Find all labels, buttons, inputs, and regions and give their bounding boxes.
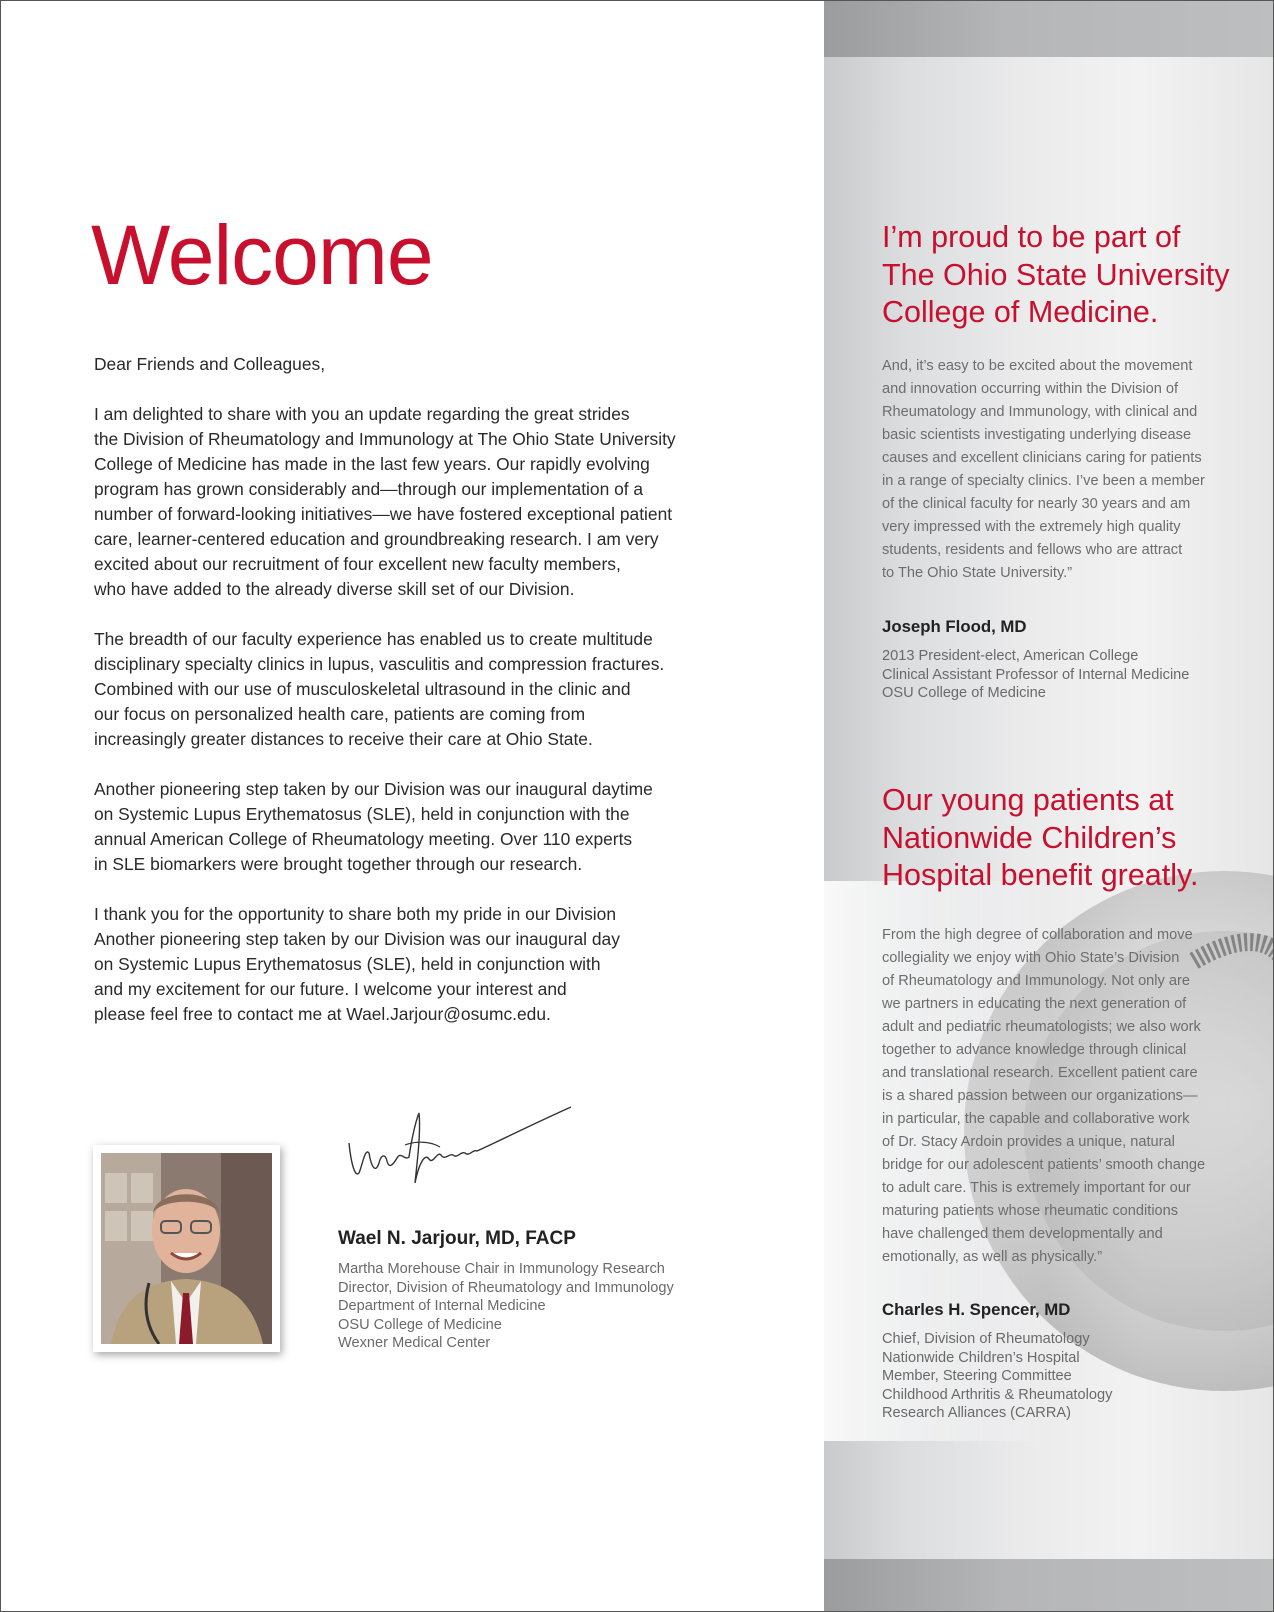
title-line: Nationwide Children’s Hospital [882,1349,1080,1366]
text-line: adult and pediatric rheumatologists; we also work [882,1019,1201,1035]
text-line: together to advance knowledge through clinical [882,1042,1187,1058]
text-line: I am delighted to share with you an update regarding the great strides [94,404,630,424]
quote2-body [882,924,1222,1269]
title-line: 2013 President-elect, American College [882,648,1139,664]
text-line: bridge for our adolescent patients’ smooth change [882,1157,1206,1173]
letter-paragraph [94,902,734,1027]
text-line: number of forward-looking initiatives—we have fostered exceptional patient [94,504,673,524]
text-line: who have added to the already diverse skill set of our Division. [94,579,575,599]
text-line: excited about our recruitment of four excellent new faculty members, [94,554,621,574]
text-line: The breadth of our faculty experience has enabled us to create multitude [94,629,653,649]
text-line: From the high degree of collaboration and move [882,927,1193,943]
text-line: and translational research. Excellent patient care [882,1065,1198,1081]
headline-line: Nationwide Children’s [882,820,1177,855]
quote1-author-titles [882,647,1189,703]
text-line: annual American College of Rheumatology meeting. Over 110 experts [94,829,633,849]
title-line: Childhood Arthritis & Rheumatology [882,1386,1113,1403]
headline-line: Hospital benefit greatly. [882,858,1199,892]
author-photo [93,1145,280,1352]
text-line: on Systemic Lupus Erythematosus (SLE), held in conjunction with [94,954,601,974]
text-line: to The Ohio State University.” [882,565,1073,581]
text-line: maturing patients whose rheumatic conditions [882,1203,1179,1219]
text-line: on Systemic Lupus Erythematosus (SLE), held in conjunction with the [94,804,630,824]
letter-paragraph [94,627,734,752]
letter-paragraph [94,777,734,877]
text-line: basic scientists investigating underlying disease [882,427,1192,443]
text-line: is a shared passion between our organizations— [882,1088,1198,1104]
text-line: and innovation occurring within the Division of [882,381,1179,397]
quote2-headline [882,782,1198,895]
title-line: Member, Steering Committee [882,1368,1072,1385]
author-title-line: Wexner Medical Center [338,1335,491,1352]
page-title: Welcome [91,208,433,302]
quote1-author-name: Joseph Flood, MD [882,617,1027,636]
signature-image [345,1103,575,1193]
text-line: in SLE biomarkers were brought together through our research. [94,854,583,874]
text-line: of Rheumatology and Immunology. Not only are [882,973,1190,989]
text-line: please feel free to contact me at Wael.Jarjour@osumc.edu. [94,1004,551,1024]
text-line: Combined with our use of musculoskeletal ultrasound in the clinic and [94,679,631,699]
text-line: of the clinical faculty for nearly 30 years and am [882,496,1191,512]
text-line: we partners in educating the next generation of [882,996,1187,1012]
title-line: Chief, Division of Rheumatology [882,1331,1090,1347]
text-line: to adult care. This is extremely important for our [882,1180,1191,1196]
author-title-line: Department of Internal Medicine [338,1298,546,1315]
title-line: OSU College of Medicine [882,685,1046,702]
quote1-headline [882,219,1230,332]
headline-line: Our young patients at [882,783,1174,817]
text-line: very impressed with the extremely high quality [882,519,1181,535]
text-line: College of Medicine has made in the last few years. Our rapidly evolving [94,454,650,474]
text-line: in particular, the capable and collaborative work [882,1111,1190,1127]
text-line: disciplinary specialty clinics in lupus, vasculitis and compression fractures. [94,654,665,674]
letter-salutation: Dear Friends and Colleagues, [94,354,326,374]
headline-line: The Ohio State University [882,257,1230,292]
text-line: students, residents and fellows who are attract [882,542,1183,558]
text-line: our focus on personalized health care, patients are coming from [94,704,586,724]
quote2-author-name: Charles H. Spencer, MD [882,1300,1071,1319]
text-line: collegiality we enjoy with Ohio State’s Division [882,950,1180,966]
author-name: Wael N. Jarjour, MD, FACP [338,1228,576,1249]
text-line: in a range of specialty clinics. I’ve been a member [882,473,1205,489]
text-line: And, it’s easy to be excited about the movement [882,358,1193,374]
author-title-line: OSU College of Medicine [338,1316,502,1333]
title-line: Research Alliances (CARRA) [882,1405,1071,1422]
text-line: emotionally, as well as physically.” [882,1249,1103,1265]
letter-paragraph [94,402,734,602]
letter-body [94,352,734,1052]
text-line: increasingly greater distances to receive their care at Ohio State. [94,729,593,749]
author-title-line: Martha Morehouse Chair in Immunology Research [338,1261,665,1277]
headline-line: College of Medicine. [882,295,1159,329]
text-line: have challenged them developmentally and [882,1226,1163,1242]
text-line: I thank you for the opportunity to share both my pride in our Division [94,904,616,924]
text-line: Another pioneering step taken by our Division was our inaugural day [94,929,620,949]
quote1-body [882,355,1222,585]
text-line: causes and excellent clinicians caring for patients [882,450,1202,466]
text-line: the Division of Rheumatology and Immunology at The Ohio State University [94,429,676,449]
text-line: and my excitement for our future. I welcome your interest and [94,979,567,999]
title-line: Clinical Assistant Professor of Internal Medicine [882,666,1190,683]
portrait-image [101,1153,272,1344]
sidebar-bottom-band [824,1559,1274,1612]
author-titles [338,1260,674,1353]
quote2-author-titles [882,1330,1112,1423]
text-line: Rheumatology and Immunology, with clinical and [882,404,1198,420]
author-title-line: Director, Division of Rheumatology and Immunology [338,1279,674,1296]
text-line: of Dr. Stacy Ardoin provides a unique, natural [882,1134,1175,1150]
text-line: program has grown considerably and—through our implementation of a [94,479,644,499]
headline-line: I’m proud to be part of [882,220,1181,254]
text-line: Another pioneering step taken by our Division was our inaugural daytime [94,779,653,799]
text-line: care, learner-centered education and groundbreaking research. I am very [94,529,659,549]
